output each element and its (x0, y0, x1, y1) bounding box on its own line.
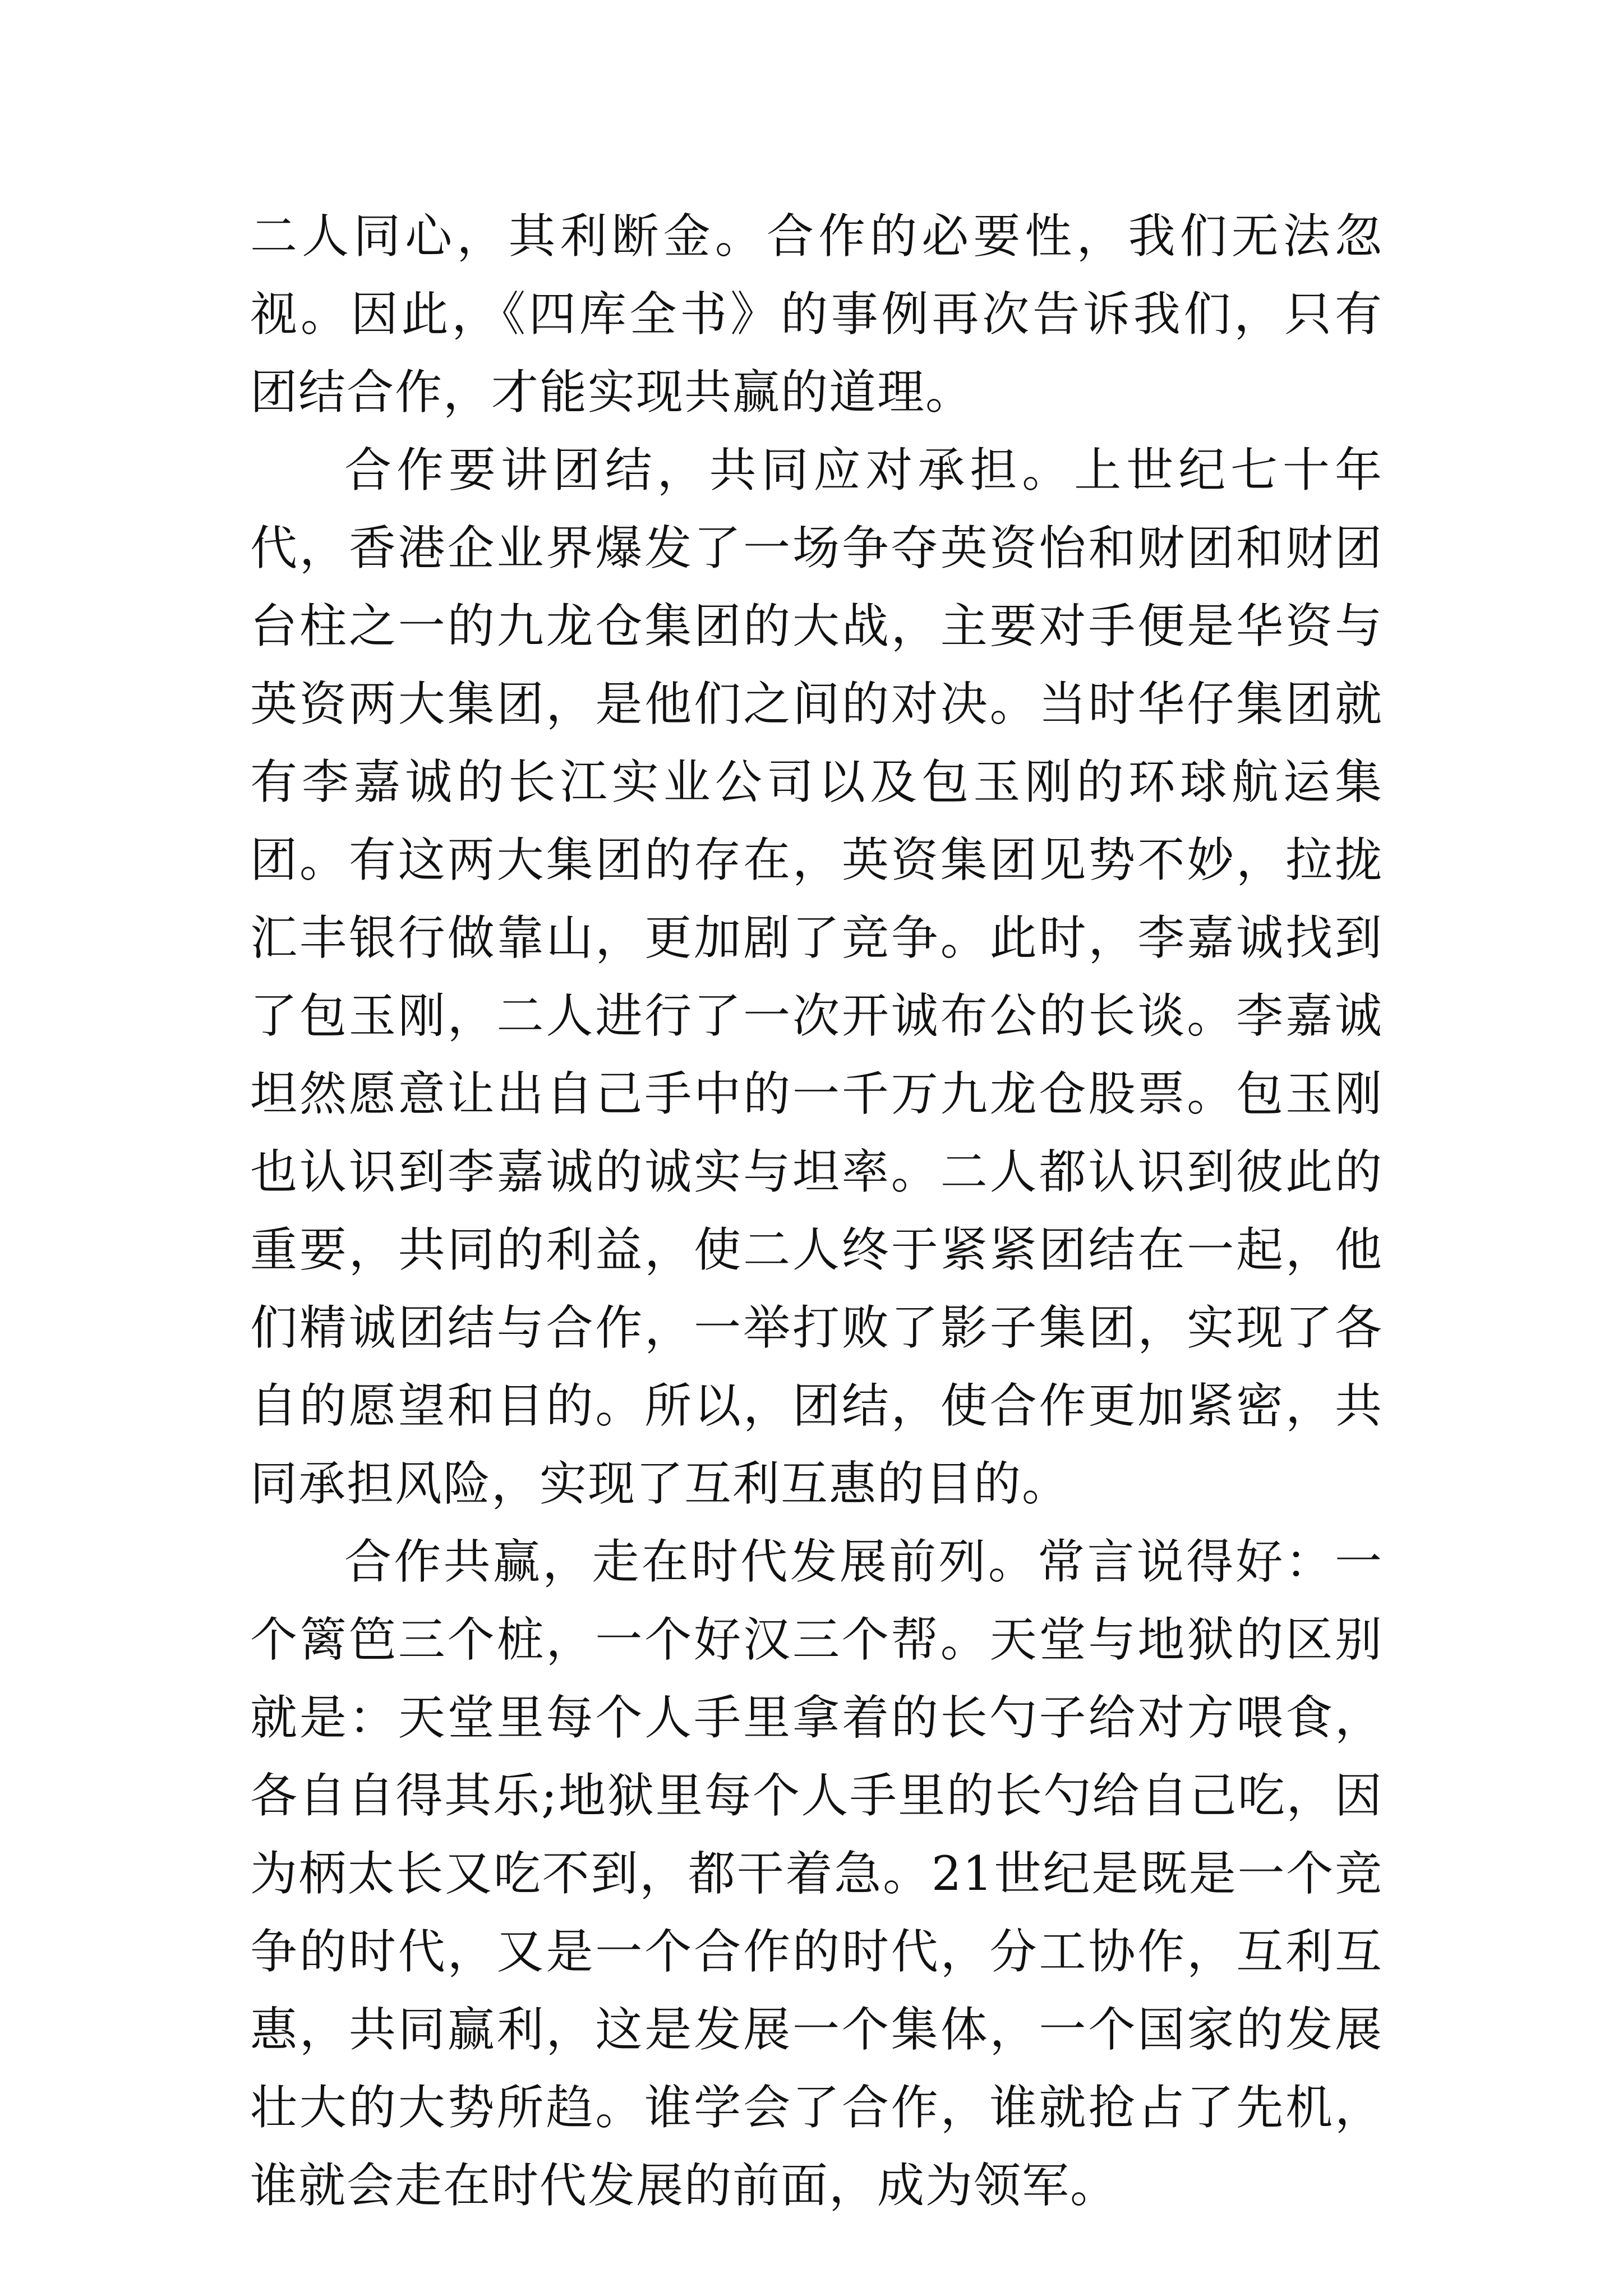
paragraph-2: 合作要讲团结，共同应对承担。上世纪七十年代，香港企业界爆发了一场争夺英资怡和财团和财团台柱之一的九龙仓集团的大战，主要对手便是华资与英资两大集团，是他们之间的对决。当时华仔集团就有李嘉诚的长江实业公司以及包玉刚的环球航运集团。有这两大集团的存在，英资集团见势不妙，拉拢汇丰银行做靠山，更加剧了竞争。此时，李嘉诚找到了包玉刚，二人进行了一次开诚布公的长谈。李嘉诚坦然愿意让出自己手中的一千万九龙仓股票。包玉刚也认识到李嘉诚的诚实与坦率。二人都认识到彼此的重要，共同的利益，使二人终于紧紧团结在一起，他们精诚团结与合作，一举打败了影子集团，实现了各自的愿望和目的。所以，团结，使合作更加紧密，共同承担风险，实现了互利互惠的目的。 (250, 443, 1383, 1511)
document-body (250, 197, 1383, 2225)
paragraph-1: 二人同心，其利断金。合作的必要性，我们无法忽视。因此，《四库全书》的事例再次告诉我们，只有团结合作，才能实现共赢的道理。 (250, 209, 1383, 420)
paragraph-3: 合作共赢，走在时代发展前列。常言说得好：一个篱笆三个桩，一个好汉三个帮。天堂与地狱的区别就是：天堂里每个人手里拿着的长勺子给对方喂食，各自自得其乐;地狱里每个人手里的长勺给自己吃，因为柄太长又吃不到，都干着急。21世纪是既是一个竞争的时代，又是一个合作的时代，分工协作，互利互惠，共同赢利，这是发展一个集体，一个国家的发展壮大的大势所趋。谁学会了合作，谁就抢占了先机，谁就会走在时代发展的前面，成为领军。 (250, 1534, 1383, 2213)
